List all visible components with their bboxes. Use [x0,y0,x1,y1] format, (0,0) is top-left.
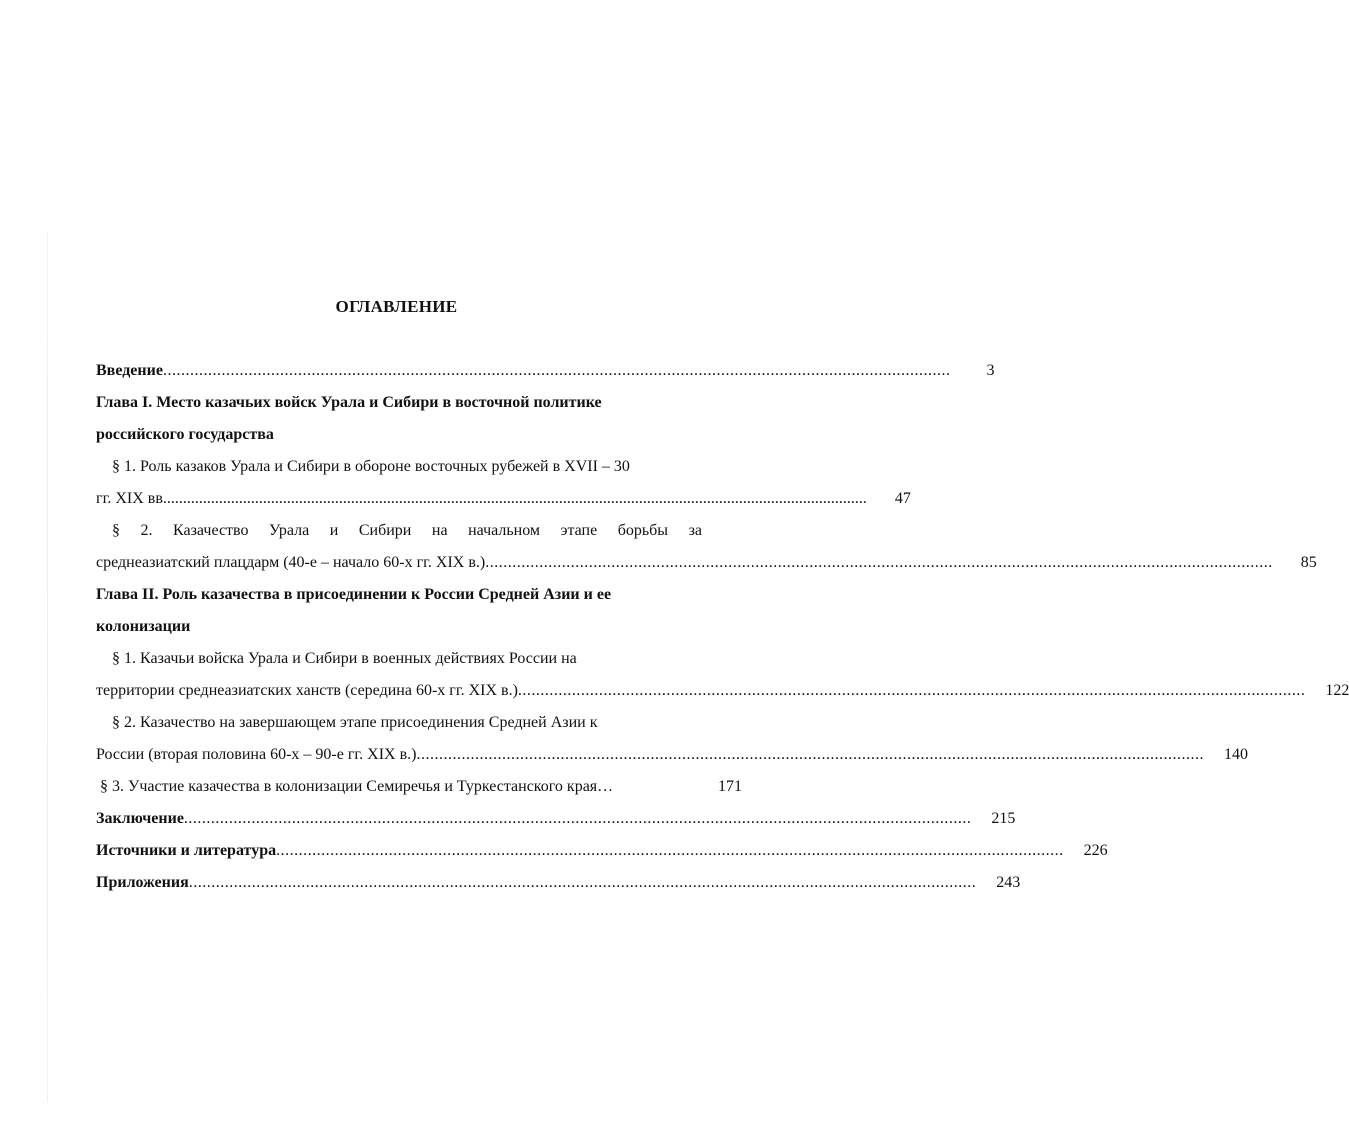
toc-section-1-1-line1[interactable]: § 1. Роль казаков Урала и Сибири в обороне восточных рубежей в XVII – 30 [112,458,630,475]
toc-entry-label: Заключение [96,810,184,827]
toc-entry-label: России (вторая половина 60-х – 90-е гг. XIX в.) [96,746,417,763]
toc-leader-dots: ............................................................................................................................................................................... [485,554,1273,571]
toc-page-number: 171 [718,778,742,795]
toc-page-number: 122 [1325,682,1349,699]
toc-section-2-3[interactable] [100,775,742,799]
toc-chapter-2-line1[interactable]: Глава II. Роль казачества в присоединении к России Средней Азии и ее [96,586,612,603]
toc-section-1-1-line2[interactable] [96,487,911,511]
toc-page-number: 215 [991,810,1016,827]
toc-section-2-2-line2[interactable] [96,743,1248,767]
toc-entry-label: среднеазиатский плацдарм (40-е – начало 60-х гг. XIX в.) [96,554,486,571]
toc-entry-label: территории среднеазиатских ханств (середина 60-х гг. XIX в.) [96,682,518,699]
toc-entry-label: § 3. Участие казачества в колонизации Семиречья и Туркестанского края… [100,778,614,795]
scan-edge-shadow [47,232,48,1102]
toc-leader-dots: ............................................................................................................................................................................... [188,874,977,891]
toc-chapter-1-line2[interactable]: российского государства [96,426,274,443]
toc-page-number: 3 [986,362,995,379]
toc-section-2-1-line1[interactable]: § 1. Казачьи войска Урала и Сибири в военных действиях России на [112,650,577,667]
toc-entry-label: гг. XIX вв. [96,490,167,507]
toc-entry-introduction[interactable] [96,359,995,383]
toc-leader-dots: ............................................................................................................................................................................... [166,490,867,507]
page-title: ОГЛАВЛЕНИЕ [335,297,458,316]
toc-section-2-1-line2[interactable] [96,679,1349,703]
toc-leader-dots: ............................................................................................................................................................................... [517,682,1306,699]
toc-entry-sources[interactable] [96,839,1108,863]
toc-leader-dots: ............................................................................................................................................................................... [416,746,1204,763]
toc-entry-conclusion[interactable] [96,807,1016,831]
toc-chapter-1-line1[interactable]: Глава I. Место казачьих войск Урала и Сибири в восточной политике [96,394,602,411]
toc-page-number: 47 [894,490,911,507]
toc-leader-dots: ............................................................................................................................................................................... [183,810,972,827]
toc-section-2-2-line1[interactable]: § 2. Казачество на завершающем этапе присоединения Средней Азии к [112,714,598,731]
toc-chapter-2-line2[interactable]: колонизации [96,618,191,635]
toc-leader-dots: ............................................................................................................................................................................... [162,362,951,379]
toc-entry-label: Приложения [96,874,189,891]
toc-section-1-2-line1[interactable]: § 2. Казачество Урала и Сибири на начальном этапе борьбы за [112,522,702,539]
toc-leader-dots: ............................................................................................................................................................................... [276,842,1064,859]
toc-entry-appendix[interactable] [96,871,1021,895]
toc-page-number: 243 [996,874,1021,891]
toc-page-number: 85 [1300,554,1317,571]
toc-page-number: 140 [1223,746,1248,763]
toc-page-number: 226 [1083,842,1108,859]
toc-section-1-2-line2[interactable] [96,551,1317,575]
toc-entry-label: Источники и литература [96,842,277,859]
toc-entry-label: Введение [96,362,163,379]
